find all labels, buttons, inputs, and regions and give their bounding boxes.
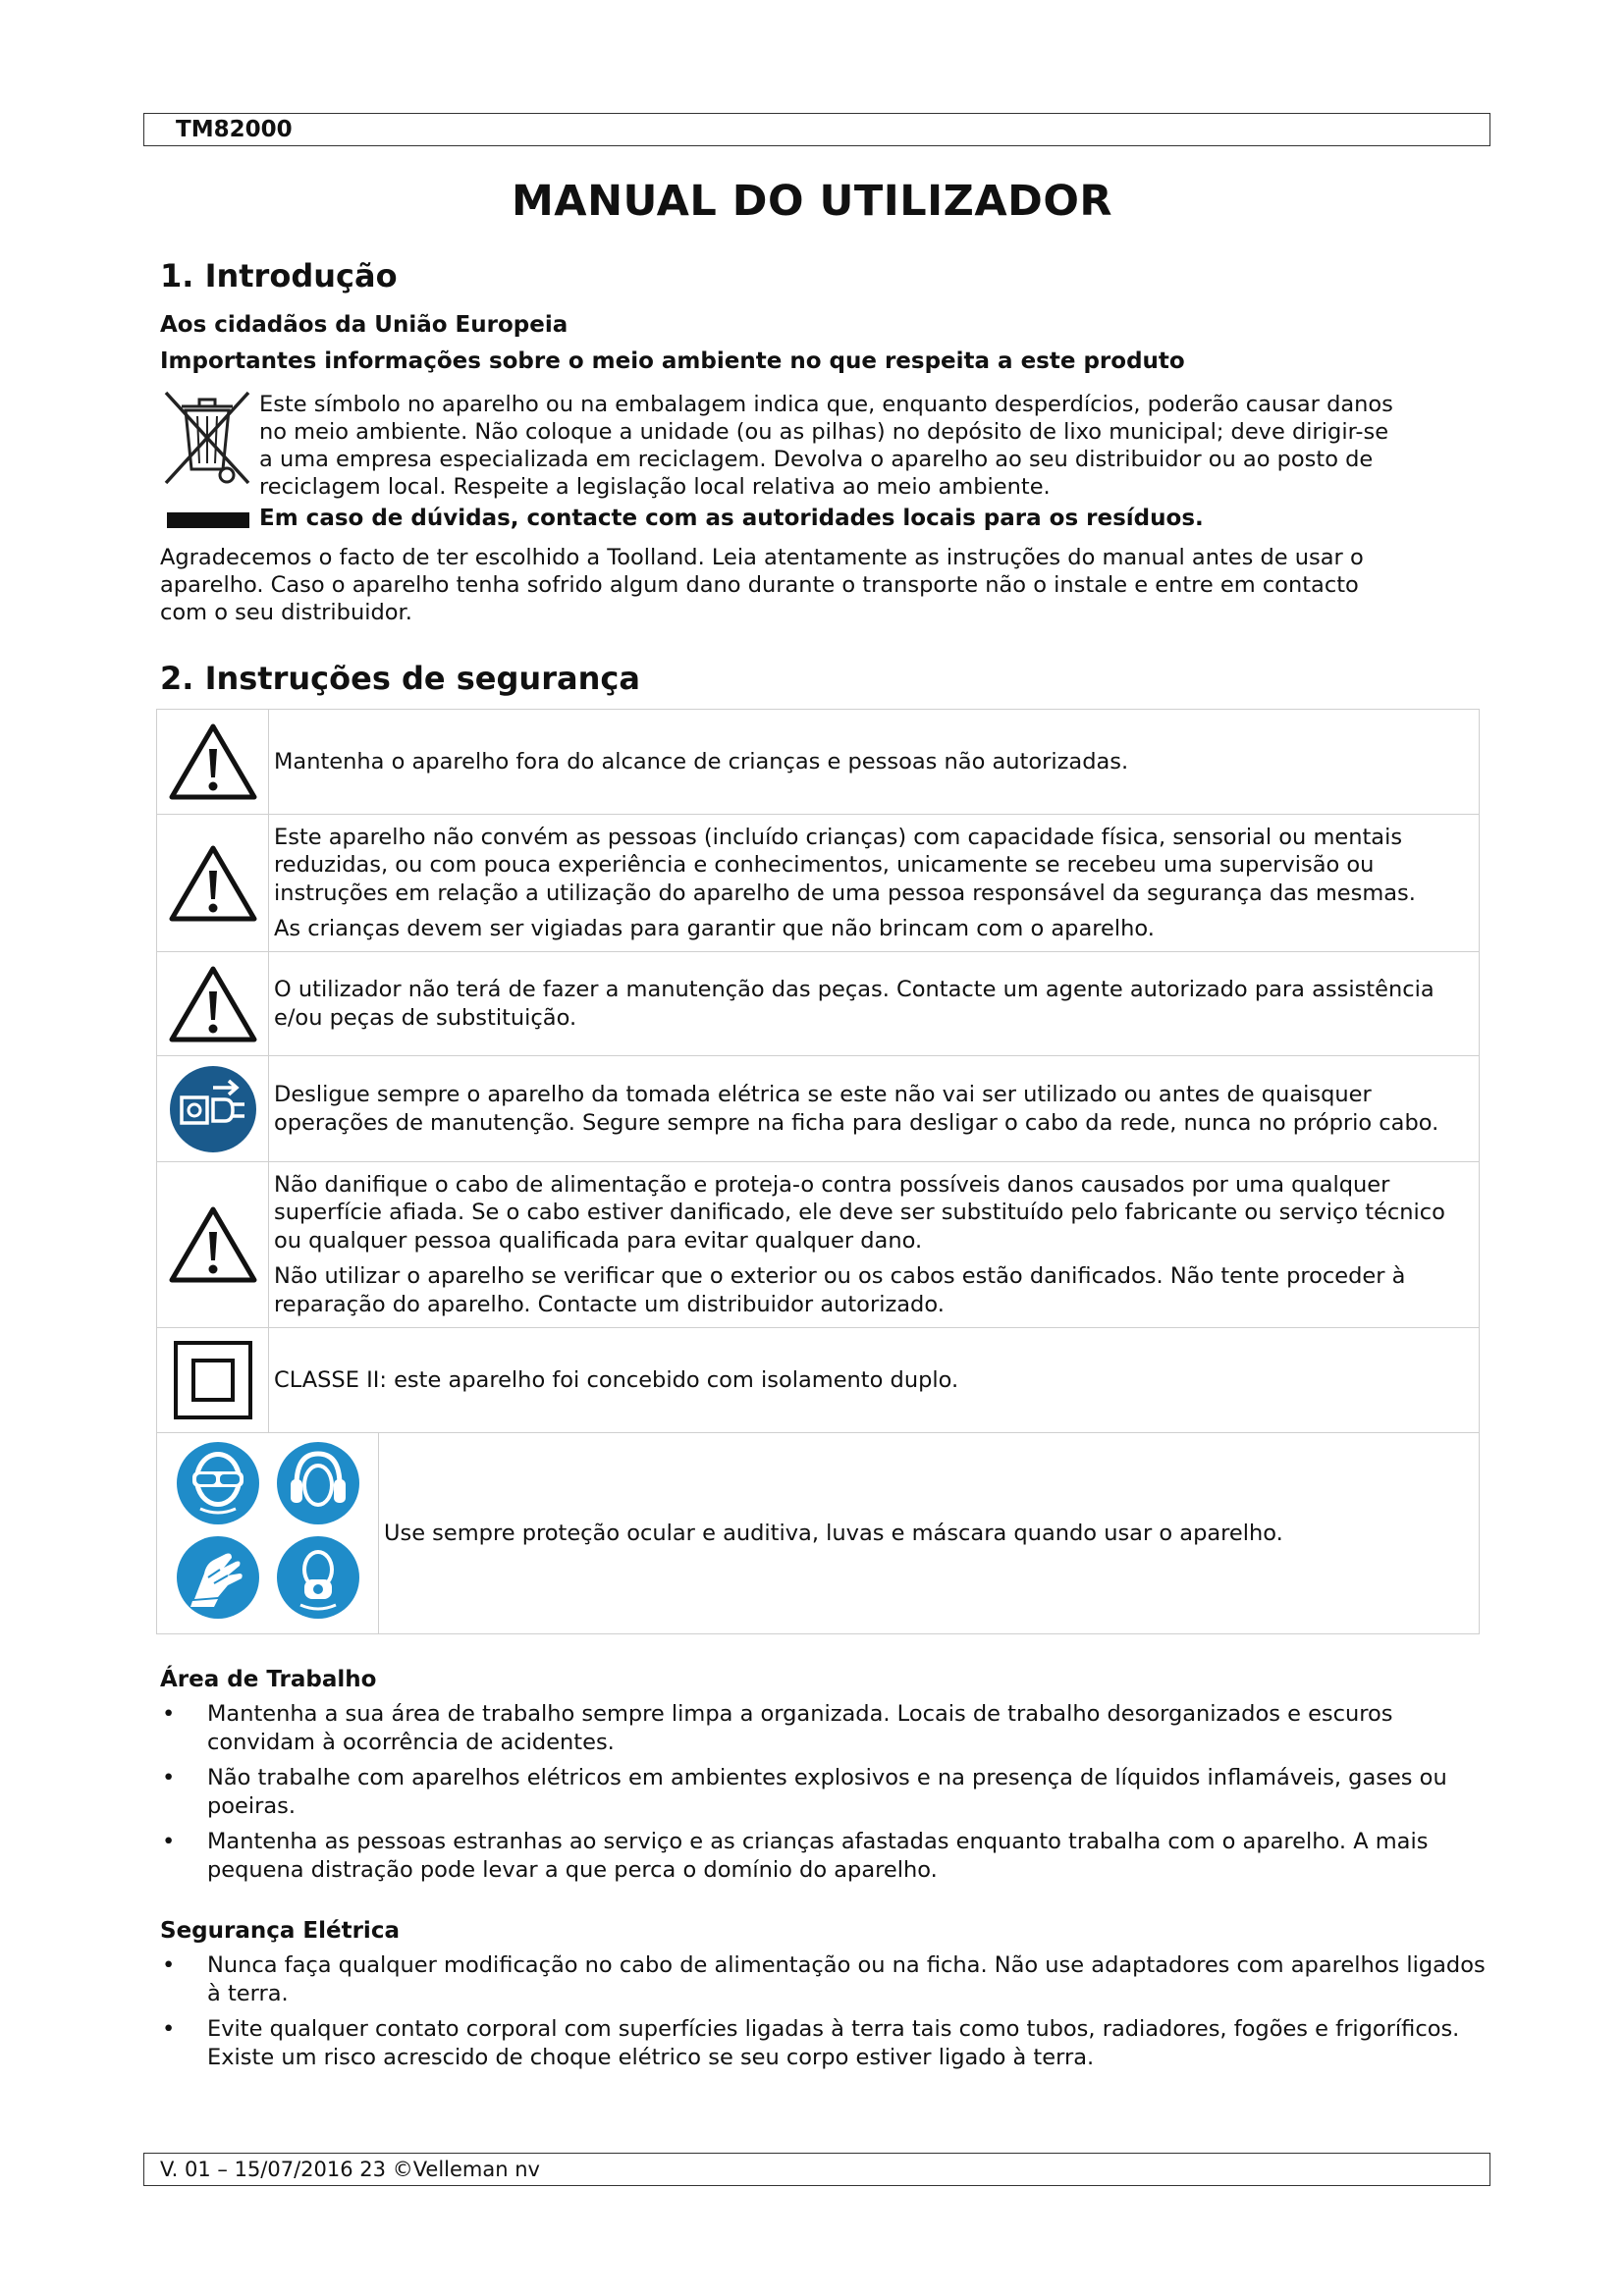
- weee-notice: [259, 391, 1487, 501]
- safety-text: Não utilizar o aparelho se verificar que o exterior ou os cabos estão danificados. Não tente proceder à reparação do aparelho. Contacte um distribuidor autorizado.: [274, 1263, 1406, 1317]
- warning-icon: [168, 843, 258, 924]
- safety-heading: 2. Instruções de segurança: [160, 660, 640, 697]
- safety-icon-cell: [157, 1056, 269, 1162]
- work-area-list: [160, 1700, 1486, 1892]
- safety-icon-cell: [157, 1328, 269, 1433]
- eu-citizens-heading: Aos cidadãos da União Europeia: [160, 312, 568, 338]
- environment-heading: Importantes informações sobre o meio ambiente no que respeita a este produto: [160, 348, 1185, 374]
- safety-text: O utilizador não terá de fazer a manutenção das peças. Contacte um agente autorizado para assistência e/ou peças de substituição.: [274, 977, 1435, 1031]
- intro-heading: 1. Introdução: [160, 257, 398, 294]
- safety-row: [157, 710, 1480, 815]
- safety-text: Desligue sempre o aparelho da tomada elétrica se este não vai ser utilizado ou antes de quaisquer operações de manutenção. Segure sempre na ficha para desligar o cabo da rede, nunca no próprio cabo.: [274, 1082, 1439, 1136]
- unplug-icon: [168, 1064, 258, 1154]
- list-item: • Mantenha a sua área de trabalho sempre limpa a organizada. Locais de trabalho desorganizados e escuros convidam à ocorrência de acidentes.: [160, 1700, 1486, 1756]
- footer-text: V. 01 – 15/07/2016 23 ©Velleman nv: [160, 2158, 540, 2181]
- safety-row: [157, 1162, 1480, 1328]
- safety-text-cell: [269, 815, 1480, 952]
- list-item: • Não trabalhe com aparelhos elétricos em ambientes explosivos e na presença de líquidos inflamáveis, gases ou poeiras.: [160, 1764, 1486, 1820]
- safety-text: CLASSE II: este aparelho foi concebido com isolamento duplo.: [274, 1366, 959, 1393]
- safety-row: [157, 1328, 1480, 1433]
- page-footer: [143, 2153, 1490, 2186]
- safety-text-cell: [379, 1433, 1480, 1634]
- warning-icon: [168, 721, 258, 802]
- safety-text: Não danifique o cabo de alimentação e proteja-o contra possíveis danos causados por uma qualquer superfície afiada. Se o cabo estiver danificado, ele deve ser substituído pelo fabricante ou serviço técnico ou qualquer pessoa qualificada para evitar qualquer dano.: [274, 1171, 1445, 1254]
- mask-icon: [275, 1534, 361, 1621]
- eye-protection-icon: [175, 1440, 261, 1526]
- list-item: • Nunca faça qualquer modificação no cabo de alimentação ou na ficha. Não use adaptadores com aparelhos ligados à terra.: [160, 1951, 1486, 2007]
- weee-line: reciclagem local. Respeite a legislação local relativa ao meio ambiente.: [259, 474, 1051, 500]
- safety-icon-cell: [157, 710, 269, 815]
- weee-line: a uma empresa especializada em reciclagem. Devolva o aparelho ao seu distribuidor ou ao posto de: [259, 447, 1374, 472]
- ear-protection-icon: [275, 1440, 361, 1526]
- thanks-paragraph: [160, 544, 1486, 626]
- safety-text-cell: [269, 1056, 1480, 1162]
- weee-line: no meio ambiente. Não coloque a unidade (ou as pilhas) no depósito de lixo municipal; deve dirigir-se: [259, 419, 1389, 445]
- black-bar-icon: [167, 512, 249, 528]
- warning-icon: [168, 1204, 258, 1285]
- document-title: MANUAL DO UTILIZADOR: [512, 177, 1112, 226]
- safety-table: [156, 709, 1480, 1634]
- model-number: TM82000: [176, 117, 293, 142]
- doubts-notice: Em caso de dúvidas, contacte com as autoridades locais para os resíduos.: [259, 506, 1204, 531]
- safety-text-cell: [269, 952, 1480, 1056]
- safety-text-cell: [269, 1162, 1480, 1328]
- work-area-heading: Área de Trabalho: [160, 1667, 377, 1692]
- safety-icon-cell: [157, 952, 269, 1056]
- safety-icon-cell: [157, 815, 269, 952]
- class-ii-icon: [173, 1340, 253, 1420]
- safety-text: Este aparelho não convém as pessoas (incluído crianças) com capacidade física, sensorial ou mentais reduzidas, ou com pouca experiência e conhecimentos, unicamente se recebeu uma supervisão ou instruções em relação a utilização do aparelho de uma pessoa responsável da segurança das mesmas.: [274, 824, 1416, 906]
- gloves-icon: [175, 1534, 261, 1621]
- list-item: • Mantenha as pessoas estranhas ao serviço e as crianças afastadas enquanto trabalha com o aparelho. A mais pequena distração pode levar a que perca o domínio do aparelho.: [160, 1828, 1486, 1884]
- safety-text-cell: [269, 710, 1480, 815]
- safety-icon-cell: [157, 1162, 269, 1328]
- safety-row: [157, 815, 1480, 952]
- thanks-line: com o seu distribuidor.: [160, 600, 412, 625]
- electrical-heading: Segurança Elétrica: [160, 1918, 400, 1944]
- crossed-bin-icon: [160, 387, 254, 489]
- electrical-list: [160, 1951, 1486, 2079]
- ppe-icon-cell: [157, 1433, 379, 1634]
- safety-row: [157, 1056, 1480, 1162]
- warning-icon: [168, 964, 258, 1044]
- thanks-line: Agradecemos o facto de ter escolhido a Toolland. Leia atentamente as instruções do manual antes de usar o: [160, 545, 1364, 570]
- safety-text: Use sempre proteção ocular e auditiva, luvas e máscara quando usar o aparelho.: [384, 1520, 1283, 1546]
- safety-text: As crianças devem ser vigiadas para garantir que não brincam com o aparelho.: [274, 916, 1155, 941]
- safety-row: [157, 952, 1480, 1056]
- safety-text: Mantenha o aparelho fora do alcance de crianças e pessoas não autorizadas.: [274, 748, 1129, 774]
- weee-line: Este símbolo no aparelho ou na embalagem indica que, enquanto desperdícios, poderão causar danos: [259, 392, 1393, 417]
- thanks-line: aparelho. Caso o aparelho tenha sofrido algum dano durante o transporte não o instale e entre em contacto: [160, 572, 1359, 598]
- safety-row: [157, 1433, 1480, 1634]
- page-header: [143, 113, 1490, 146]
- list-item: • Evite qualquer contato corporal com superfícies ligadas à terra tais como tubos, radiadores, fogões e frigoríficos. Existe um risco acrescido de choque elétrico se seu corpo estiver ligado à terra.: [160, 2015, 1486, 2071]
- safety-text-cell: [269, 1328, 1480, 1433]
